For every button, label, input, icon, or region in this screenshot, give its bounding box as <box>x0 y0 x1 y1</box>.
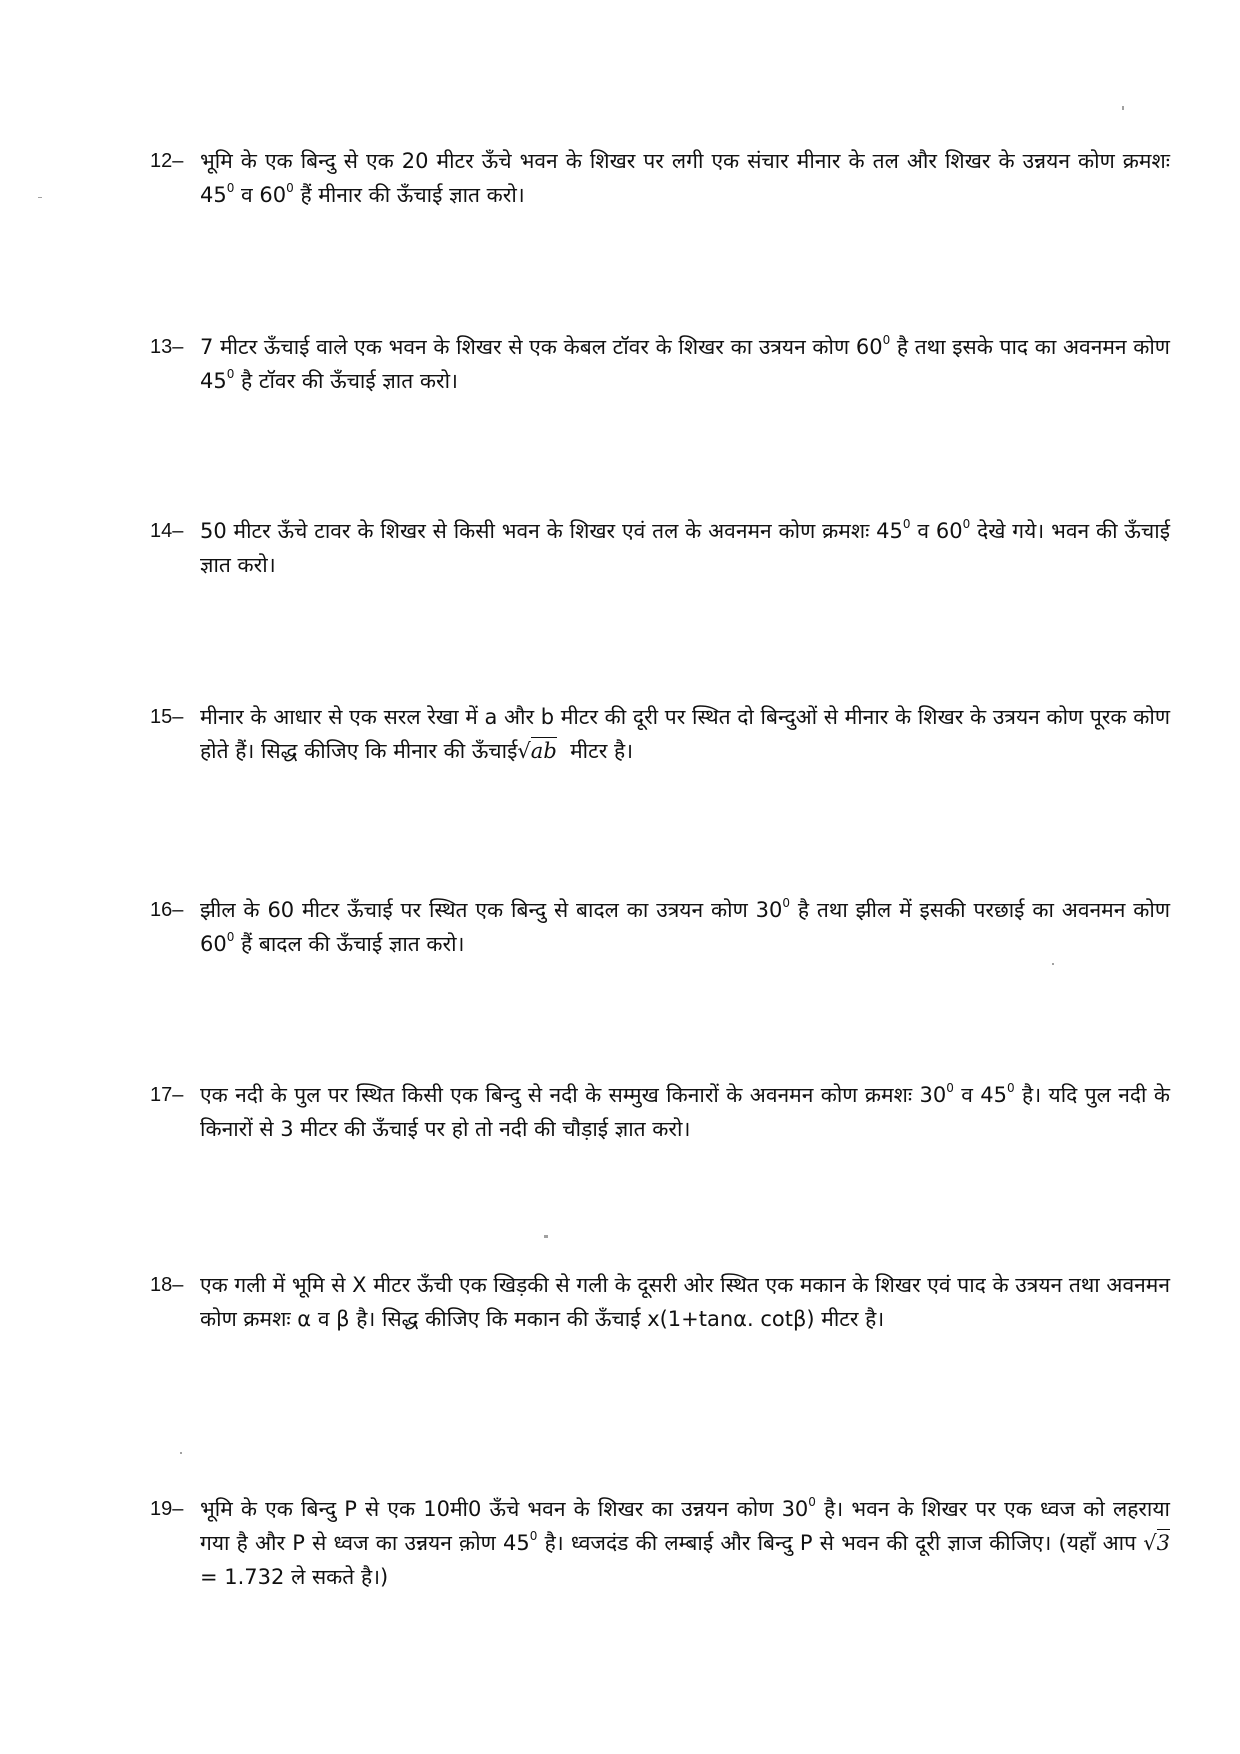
degree-superscript: 0 <box>226 367 235 381</box>
degree-superscript: 0 <box>902 517 911 531</box>
question-16 <box>150 893 1177 961</box>
text-segment: है। भवन के शिखर पर एक ध्वज को लहराया गया है और P से ध्वज का उन्नयन क़ोण 45 <box>200 1497 1177 1555</box>
text-segment: 50 मीटर ऊँचे टावर के शिखर से किसी भवन के शिखर एवं तल के अवनमन कोण क्रमशः 45 <box>200 519 903 543</box>
scan-speck <box>1052 963 1054 965</box>
degree-superscript: 0 <box>226 930 235 944</box>
square-root-expression <box>1143 1529 1170 1555</box>
text-segment: एक गली में भूमि से X मीटर ऊँची एक खिड़की से गली के दूसरी ओर स्थित एक मकान के शिखर एवं पाद के उत्रयन तथा अवनमन कोण क्रमशः α व β है। सिद्ध कीजिए कि मकान की ऊँचाई x(1+tanα. cotβ) मीटर है। <box>200 1273 1177 1331</box>
radicand: ab <box>530 739 557 763</box>
square-root-expression <box>517 737 556 763</box>
question-text <box>200 1492 1177 1594</box>
question-12 <box>150 144 1177 212</box>
text-segment: 7 मीटर ऊँचाई वाले एक भवन के शिखर से एक केबल टॉवर के शिखर का उत्रयन कोण 60 <box>200 335 883 359</box>
degree-superscript: 0 <box>286 181 294 195</box>
question-number: 19– <box>150 1498 184 1520</box>
text-segment: हैं बादल की ऊँचाई ज्ञात करो। <box>234 932 465 956</box>
degree-superscript: 0 <box>782 896 791 910</box>
text-segment: मीटर है। <box>556 739 634 763</box>
degree-superscript: 0 <box>226 181 235 195</box>
question-text <box>200 1268 1177 1336</box>
text-segment: है। ध्वजदंड की लम्बाई और बिन्दु P से भवन की दूरी ज्ञाज कीजिए। (यहाँ आप <box>537 1531 1144 1555</box>
question-number: 12– <box>150 150 184 172</box>
text-segment: मीनार के आधार से एक सरल रेखा में a और b मीटर की दूरी पर स्थित दो बिन्दुओं से मीनार के शिखर के उत्रयन कोण पूरक कोण होते हैं। सिद्ध कीजिए कि मीनार की ऊँचाई <box>200 705 1177 763</box>
scan-speck <box>180 1452 182 1454</box>
scan-speck <box>544 1235 548 1238</box>
text-segment: = 1.732 ले सकते है।) <box>200 1531 1177 1589</box>
question-14 <box>150 514 1177 582</box>
text-segment: है। यदि पुल नदी के किनारों से 3 मीटर की ऊँचाई पर हो तो नदी की चौड़ाई ज्ञात करो। <box>200 1083 1177 1141</box>
degree-superscript: 0 <box>529 1529 538 1543</box>
text-segment: व 60 <box>910 519 963 543</box>
text-segment: है टॉवर की ऊँचाई ज्ञात करो। <box>234 369 458 393</box>
text-segment: झील के 60 मीटर ऊँचाई पर स्थित एक बिन्दु से बादल का उत्रयन कोण 30 <box>200 898 783 922</box>
text-segment: व 60 <box>234 183 287 207</box>
question-text <box>200 144 1177 212</box>
scan-speck <box>38 197 42 198</box>
question-13 <box>150 330 1177 398</box>
text-segment: है तथा झील में इसकी परछाई का अवनमन कोण 60 <box>200 898 1177 956</box>
degree-superscript: 0 <box>1007 1081 1015 1095</box>
degree-superscript: 0 <box>808 1495 816 1509</box>
degree-superscript: 0 <box>946 1081 954 1095</box>
text-segment: हैं मीनार की ऊँचाई ज्ञात करो। <box>293 183 525 207</box>
text-segment: व 45 <box>953 1083 1008 1107</box>
radical-sign-icon: √ <box>1143 1531 1157 1555</box>
question-text <box>200 330 1177 398</box>
radicand: 3 <box>1156 1531 1171 1555</box>
question-number: 18– <box>150 1274 184 1296</box>
text-segment: भूमि के एक बिन्दु से एक 20 मीटर ऊँचे भवन के शिखर पर लगी एक संचार मीनार के तल और शिखर के उन्नयन कोण क्रमशः 45 <box>200 149 1177 207</box>
text-segment: है तथा इसके पाद का अवनमन कोण 45 <box>200 335 1177 393</box>
question-19 <box>150 1492 1177 1594</box>
question-text <box>200 893 1177 961</box>
text-segment: एक नदी के पुल पर स्थित किसी एक बिन्दु से नदी के सम्मुख किनारों के अवनमन कोण क्रमशः 30 <box>200 1083 947 1107</box>
question-number: 14– <box>150 520 184 542</box>
question-number: 13– <box>150 336 184 358</box>
degree-superscript: 0 <box>962 517 971 531</box>
degree-superscript: 0 <box>882 333 891 347</box>
question-number: 17– <box>150 1084 184 1106</box>
question-text <box>200 1078 1177 1146</box>
question-17 <box>150 1078 1177 1146</box>
question-18 <box>150 1268 1177 1336</box>
text-segment: देखे गये। भवन की ऊँचाई ज्ञात करो। <box>200 519 1177 577</box>
question-15 <box>150 700 1177 768</box>
text-segment: भूमि के एक बिन्दु P से एक 10मी0 ऊँचे भवन के शिखर का उन्नयन कोण 30 <box>200 1497 809 1521</box>
question-number: 15– <box>150 706 184 728</box>
question-number: 16– <box>150 899 184 921</box>
question-text <box>200 514 1177 582</box>
question-text <box>200 700 1177 768</box>
scan-speck <box>1122 106 1124 110</box>
radical-sign-icon: √ <box>517 739 531 763</box>
